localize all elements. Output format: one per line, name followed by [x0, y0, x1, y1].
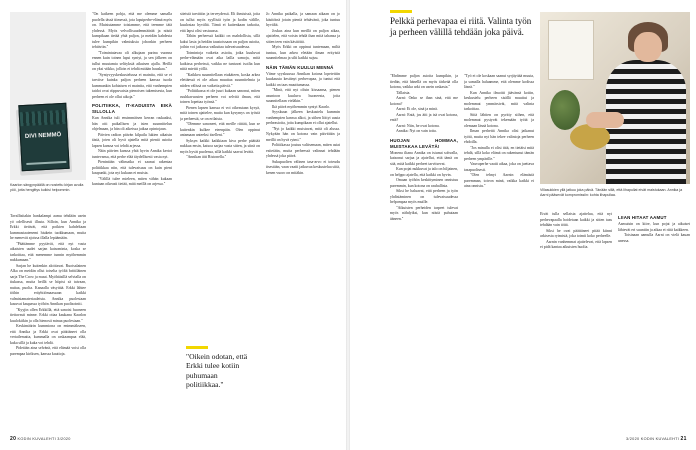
portrait-caption-text: Villasukkien yllä jatkuu joka päivä. Tänään sillä, että lihapullat eivät maistukaan. Annika ja Aarni pääsevät kompromissiin: kohta lihapullaa. [540, 188, 683, 197]
publication-name: 3/2020 KODIN KUVALEHTI [626, 437, 680, 441]
pullquote: "Oikein odotan, että Erkki tulee kotiin puhumaan politiikkaa." [186, 352, 248, 390]
paragraph: Kun Annika tuli ensimmäisen kerran raskaaksi, hän otti paikallisen ja isien suunnittelun ohjelmaan, ja hän oli aikeissa jatkaa opintojaan. [92, 116, 172, 131]
photo-face [634, 32, 662, 62]
paragraph: Päivien radion päivän kilpailu lukien aikaisin tästä, joten oli hyvä ajatella mitä pieniä asioita lapsen kanssa voi tehdä arjessa. [92, 132, 172, 148]
paragraph: Tähän perheessä kaikki on mahdollista, sillä kaksi lasta ja heidän taustoissaan on paljon asioita, joihin voi jatkossa vaikuttaa tulevaisuudessa. [180, 34, 260, 49]
paragraph: Aarnin vanhemmat ajattelevat, että lapsen ei pidä kantaa aikuisten huolia. [540, 239, 612, 249]
left-footer [10, 436, 71, 442]
left-column-3 [180, 12, 260, 346]
book-caption [10, 183, 86, 192]
paragraph: siteistä tarvittiin ja terveydessä. Eli ihmisissä, joita on tullut myös syyllisiä työn ja kodin välille, kuulostaa hyvältä. Tämä ei kuitenkaan tarkoita, että lapsi olisi vastuussa. [180, 12, 260, 33]
right-column-3 [540, 212, 612, 432]
paragraph: "Työ ei ole koskaan saanut syrjäyttää muuta, ja samalla haluamme, että olemme kodissa läsnä." [464, 74, 534, 89]
right-column-4 [618, 212, 690, 432]
paragraph: Pienen lapsen kanssa ei voi oikeastaan kysyä, mitä toinen ajattelee, mutta kun kysymys on työstä ja perheestä, se on erilaista. [180, 105, 260, 121]
left-column-2 [92, 12, 172, 432]
paragraph: Siksi he ovat päättäneet pitää kiinni arkisesta rytmistä, joka toimii koko perheelle. [540, 228, 612, 238]
paragraph: "Olen tehnyt Aarnin elämästä paremman, toivon minä, vaikka kaikki ei aina onnistu." [464, 173, 534, 188]
photo-window [548, 20, 594, 80]
page-number: 20 [10, 436, 17, 442]
book-cover [18, 103, 69, 171]
section-heading: HUOJAN HOMMAA, MUISTAKAA LEVÄTÄ! [390, 137, 458, 149]
paragraph: Näin päivien kanssa yhtä hyvin Annika kertoi tuntevansa, että perhe elää täydellisesti vasta nyt. [92, 149, 172, 159]
paragraph: Syksyn kaikki kaikkiaan kiva perhe päättää nukkua ensin, katsoa sarjaa vasta sitten, ja siinä on myös hyvät puolensa, sillä kaikki saavat levätä. [180, 138, 260, 154]
portrait-caption [540, 188, 690, 197]
paragraph: "Nyt jo kaikki muistavat, mitä oli alussa. Nykyään hän on kotona vain päivittäin ja meillä on hyvä rytmi." [266, 126, 340, 142]
paragraph: Aarni: Ei ole, sinä ja minä. [396, 107, 438, 111]
paragraph: Monena iltana Annika on istunut sohvalla, katsonut sarjaa ja ajatellut, että tämä on sitä, mitä kaikki perheet tarvitsevat. [390, 150, 458, 166]
paragraph: "Politiikassa ei ole juuri kukaan sanonut, miten ruuhkavuosien perheen voi selvitä ilman, että toinen lopettaa työnsä." [180, 89, 260, 104]
paragraph: Vauvaperhe vaatii aikaa, joka on jaettava tasapuolisesti. [464, 162, 534, 172]
photo-hands [586, 112, 624, 128]
paragraph: "Syntyvyyskeskustelussa ei mainita, että se ei tarvitse kuinka paljon perheen kanssa tuoda kummankin kohtaisen ei mainita, että vanhempien taidot ovat riippuvaisia pienoisen tukemisesta, kun perheen ei ole ollut aikoja." [92, 72, 172, 99]
section-heading: NÄIN TÄMÄN KUULUI MENNÄ [266, 64, 334, 70]
left-page [0, 0, 346, 450]
paragraph: Tällaista. [396, 90, 411, 95]
paragraph: Kun pojat nukkuvat ja talo on hiljainen, on helppo ajatella, että kaikki on hyvin. [390, 167, 458, 177]
pullquote-accent-bar [186, 346, 208, 349]
paragraph: "Päättämme pyytävät, että nyt vasta aikaisten uudet sarjan katsominta, koska se tarkoittaa, että menemme tunnin myöhemmin nukkumaan." [10, 241, 86, 262]
page-number: 21 [680, 436, 687, 442]
paragraph: "On kaikeen pohja, että me olemme samalla puolella tässä tiimessä, jota lapsiperhe-elämä myös on. Muistutamme toisiamme, että teemme tätä yhdessä. Myös velvollisuudenmäärää ja niistä kumpikaan tietää yhtä paljon, ja meidän kahdesta tulee kumpikin valmiuksia johonkin perheen tehtäviin." [92, 12, 172, 49]
paragraph: "Aikuisten perheiden tarpeet tulevat myös nähdyiksi, kun niistä puhutaan ääneen." [390, 205, 458, 221]
paragraph: Kun Annika ilmoitti jäävänsä kotiin, keskustelu perheen sisällä muuttui ja molemmat ymmärsivät, mitä valinta tarkoittaa. [464, 90, 534, 111]
paragraph: "Välillä tulee mieleen, miten vähän kukaan kuntaan oikeasti tietää, mitä meillä on arjessa." [92, 176, 172, 186]
right-column-1 [390, 74, 458, 432]
paragraph: Tavallisitakin hankalampi aamu tehdään usein yö odellisesti illasta. Silloin, kun Annika ja Erkki tietävät, että poikien kahdeltaan kummastaatenemi hiukein tuokkumaan, muita he menevät ajoissa illalla lepäämään. [10, 214, 86, 240]
photo-plant [550, 90, 580, 130]
paragraph: Syyskuun jälkeen keskustelu kummin vanhempien kanssa alkoi, ja siihen liittyi uusia perheasioita, joita kumpikaan ei ollut ajatellut. [266, 110, 340, 125]
paragraph: Politiikassa joutuu valitsemaan, miten asiat esitetään, mutta perheessä valinnat tehdään yhdessä joka päivä. [266, 143, 340, 158]
right-footer [626, 436, 687, 442]
paragraph: Siitä lähtien on pyritty siihen, että molemmat pystyvät tekemään työtä ja olemaan läsnä kotona. [464, 112, 534, 128]
paragraph: Sarjan he kuitenkin aloittavat. Ruotsalainen Alka on meidän ollut toiselta työltä brittiläinen sarja The Crow ja muut. Myöhäisillä selvialla on tiukassa, mutta heillä se hiipisi sä taivaan, nuttaa, puolta. Kanaalla väsyttää. Erkki lähtee töihin eräyhtiömaassaan kaikki valmistamateriaaleista. Annika puolestaan kasuvat kaupassa työhön Annikan puolisointti. [10, 263, 86, 306]
paragraph: Aarni: Niin, he ovat kotona. [396, 123, 440, 128]
paragraph: Jo Annika paikalla, ja samaan aikaan on jo käsitöinä jotain pientä tehtävänä, joka tuntuu hyvältä. [266, 12, 340, 27]
paragraph: Pienintään välimatka ei saanut rakentaa politiikkaa niin, että tulevaisuus on kuin pieni kaupunki, jota nyt kukaan ei muista. [92, 160, 172, 175]
paragraph: Ilman perhettä Annika olisi jatkanut työtä, mutta nyt hän tekee valintoja perheen ehdoilla. [464, 129, 534, 144]
right-page [350, 0, 696, 450]
book-stripe [20, 110, 69, 126]
pullquote-large: Pelkkä perhevapaa ei riitä. Valinta työn ja perheen välillä tehdään joka päivä. [390, 16, 532, 38]
paragraph: Aarni: Onko se ihan sinä, että me kotona? [390, 96, 458, 106]
paragraph: Joskus aina kun meillä on paljon aikaa, ajattelen, että voisin tehdä ihan mitä tahansa ja sitten teen vain käsitöitä. [266, 28, 340, 44]
paragraph: "Minä, että nyt olisin kissaansa, pienen asuntoon kuuluva huoneesta, joita suunnitellaan vieläkin." [266, 88, 340, 103]
paragraph: Aarni: Entä, jos äiti ja isä ovat kotona, entä? [390, 112, 458, 122]
paragraph: Pidetään aina selvänä, että elämää voisi olla parempaa kiriksen, kanssa kauttoja. [10, 346, 86, 356]
paragraph: Annika: Nyt on vain totta. [396, 129, 437, 133]
paragraph: "Kyyjin ollen Erkkillä, että sanoisi huoneen tiettavasti minne. Erkki ottaa kaukana Kaarlon kuulokiikin ja olla hienosti minua puolestaan." [10, 307, 86, 323]
paragraph: Omaan työhön keskittyminen onnistuu paremmin, kun kotona on rauhallista. [390, 178, 458, 188]
right-column-2 [464, 74, 534, 432]
paragraph: "Toimintatavaa oli alkujaan parina vuonna ennen kuin toinen lapsi syntyi, ja sen jälkeen on tullut muutamia selityksiä aikuisen ajalla. Heillä on yksi viikko, jolloin ei tehdä mitään hauskaa." [92, 50, 172, 71]
book-photo [10, 12, 86, 180]
pullquote-accent-bar [390, 10, 412, 13]
book-author-line [26, 161, 66, 165]
paragraph: Eivät tulla sellaista ajattelua, että nyt perhevapaalla hoidetaan kaikki ja sitten taas tehdään vain töitä. [540, 212, 612, 227]
left-column-4 [266, 12, 340, 432]
paragraph: Aamuisin on kiire, kun pojat ja aikuiset lähtevät eri suuntiin ja aikaa ei riitä kaikkeen. [618, 222, 690, 232]
paragraph: Myös Erkki on oppinut tuntemaan, miltä tuntuu, kun arkea eletään ilman erityistä suunnitelmaa ja silti kaikki sujuu. [266, 45, 340, 60]
paragraph: "Ehdimme paljon asioita kumpikin, ja tiedän, että hänellä on myös tärkeää olla kotona, vaikka arki on usein raskasta." [390, 74, 458, 89]
paragraph: Ikä päivä myöhemmin syntyi Kaarlo. [272, 104, 331, 109]
book-title: DIVI NEMMÖ [24, 132, 62, 140]
paragraph: Sukupuolten välinen tasa-arvo ei toteudu itsestään, vaan vaatii jatkuvaa keskustelua siitä, kenen vuoro on mitäkin. [266, 159, 340, 175]
paragraph: "Annikan äiti Ristonella." [186, 155, 227, 159]
paragraph: "Jos minulla ei olisi tätä, en tietäisi mitä tehdä, sillä koko elämä on rakentunut tämän perheen ympärille." [464, 145, 534, 161]
section-heading: LIIAN HITAAT AAMUT [618, 215, 667, 220]
paragraph: "Kaikkea suunnitellaan etukäteen, koska arkea elettäessä ei ole aikaa muuttaa suunnitelmia ja niiden välissä on vaikeita päiviä." [180, 72, 260, 88]
paragraph: Keskimäärin kummiona on enimmäkseen, että Annika ja Erkki ovat päättäneet olla vertailematta, kummalla on raskaampaa elää, kuka sillä ja kuka voi tehdä. [10, 324, 86, 345]
paragraph: Siksi he haluavat, että perheen ja työn yhdistäminen on tulevaisuudessa helpompaa myös muille. [390, 189, 458, 204]
publication-name: KODIN KUVALEHTI 3/2020 [17, 437, 71, 441]
paragraph: Viime syyskuussa Annikan kotona lopetettiin kuukausia kestänyt perhevapaa, ja tuntui että kaikki on taas muuttumassa. [266, 71, 340, 87]
paragraph: "Olemme sanoneet, että meille riittää, kun se kuitenkin kulkee eteenpäin. Olen oppinut antamaan anteeksi itselleni." [180, 122, 260, 137]
section-heading: POLITIIKKA, IT-KADUISTA EIKÄ SILLOLLA [92, 103, 172, 114]
portrait-photo [540, 12, 690, 184]
paragraph: Toisinaan aamulla Aarni on vielä kauan unessa. [618, 233, 690, 243]
paragraph: Toimintoja vaikeita asioita, jotka kuuluvat perhe-elämään ovat aika lailla samoja, mitä kaikissa perheissä, vaikka ne tuntuvat isoilta kun niitä miettii yöllä. [180, 50, 260, 71]
left-column-1 [10, 214, 86, 432]
book-caption-text: Kaarlon sängynpäällä on nostettu kirjan avulla yöö, jotta hengittys kulkisi helpommin. [10, 183, 84, 192]
